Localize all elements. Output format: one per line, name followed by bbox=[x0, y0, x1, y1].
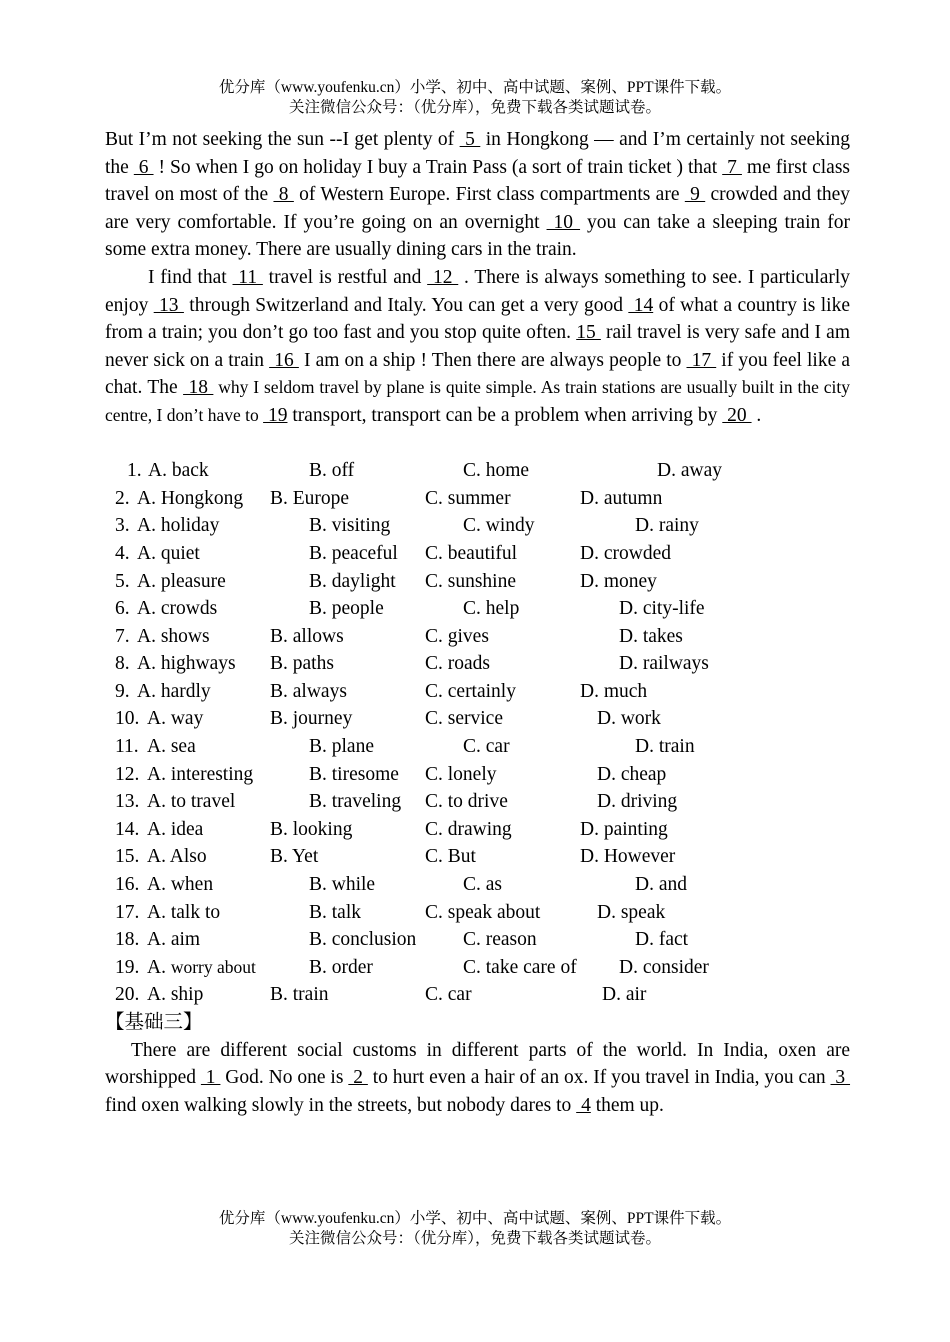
question-row bbox=[105, 926, 850, 954]
option-c: C. to drive bbox=[425, 791, 508, 813]
header-line-2: 关注微信公众号：（优分库），免费下载各类试题试卷。 bbox=[288, 99, 661, 116]
option-b: B. daylight bbox=[309, 570, 396, 592]
question-row bbox=[105, 761, 850, 789]
question-row bbox=[105, 540, 850, 568]
question-number: 13. bbox=[115, 791, 140, 813]
question-row bbox=[105, 457, 850, 485]
passage-paragraph-1 bbox=[105, 126, 850, 264]
option-c: C. windy bbox=[463, 515, 535, 537]
section3-paragraph bbox=[105, 1037, 850, 1120]
blank-11: 11 bbox=[232, 266, 263, 288]
text-run: But I’m not seeking the sun --I get plenty of bbox=[105, 129, 460, 150]
question-number: 4. bbox=[115, 542, 130, 564]
blank-5: 5 bbox=[459, 129, 481, 150]
option-a: A. idea bbox=[147, 818, 204, 840]
option-d: D. away bbox=[657, 460, 722, 482]
option-d: D. air bbox=[602, 984, 647, 1006]
text-run: of what a country is like from a train; you don’t go too fast and you stop quite often. bbox=[105, 294, 851, 344]
option-b: B. paths bbox=[270, 653, 334, 675]
question-number: 9. bbox=[115, 680, 130, 702]
option-a: A. aim bbox=[147, 929, 201, 951]
question-row bbox=[105, 816, 850, 844]
option-d: D. painting bbox=[580, 818, 668, 840]
text-run: . bbox=[751, 404, 762, 426]
text-run: in Hongkong — and I’m certainly not seeking the bbox=[105, 129, 850, 178]
spacer bbox=[105, 430, 850, 458]
option-c: C. speak about bbox=[425, 901, 541, 923]
option-c: C. car bbox=[463, 736, 510, 758]
text-run: I am on a ship ! Then there are always people to bbox=[298, 349, 687, 371]
question-list bbox=[105, 457, 850, 1009]
option-c: C. roads bbox=[425, 653, 490, 675]
option-a: A. Hongkong bbox=[137, 487, 244, 509]
option-c: C. take care of bbox=[463, 956, 577, 978]
question-row bbox=[105, 981, 850, 1009]
text-run: I find that bbox=[148, 266, 233, 288]
question-number: 1. bbox=[127, 460, 142, 482]
question-row bbox=[105, 568, 850, 596]
option-c: C. help bbox=[463, 598, 520, 620]
text-run: . There is always something to see. I particularly enjoy bbox=[105, 266, 851, 316]
question-number: 7. bbox=[115, 625, 130, 647]
option-a: A. when bbox=[147, 874, 214, 896]
option-a: A. to travel bbox=[147, 791, 236, 813]
option-a: A. highways bbox=[137, 653, 236, 675]
blank-20: 20 bbox=[722, 404, 752, 426]
text-run: you can take a sleeping train for some extra money. There are usually dining cars in the train. bbox=[105, 211, 850, 261]
question-row bbox=[105, 485, 850, 513]
option-d: D. much bbox=[580, 680, 648, 702]
question-number: 3. bbox=[115, 515, 130, 537]
question-row bbox=[105, 843, 850, 871]
option-d: D. takes bbox=[619, 625, 683, 647]
option-b: B. peaceful bbox=[309, 542, 398, 564]
passage-paragraph-2 bbox=[105, 264, 850, 430]
page-footer bbox=[0, 1209, 950, 1249]
question-number: 10. bbox=[115, 708, 140, 730]
text-run: if you feel like a chat. The bbox=[105, 349, 851, 399]
option-d: D. cheap bbox=[597, 763, 667, 785]
blank-10: 10 bbox=[546, 211, 581, 233]
option-b: B. talk bbox=[309, 901, 361, 923]
question-number: 5. bbox=[115, 570, 130, 592]
blank-18: 18 bbox=[183, 377, 214, 399]
page-header bbox=[0, 78, 950, 118]
option-c: C. drawing bbox=[425, 818, 512, 840]
question-number: 17. bbox=[115, 901, 140, 923]
blank-1: 1 bbox=[200, 1067, 221, 1089]
option-a: A. holiday bbox=[137, 515, 220, 537]
option-b: B. visiting bbox=[309, 515, 391, 537]
option-b: B. order bbox=[309, 956, 373, 978]
footer-line-2: 关注微信公众号：（优分库），免费下载各类试题试卷。 bbox=[288, 1230, 661, 1247]
option-a: A. back bbox=[148, 460, 209, 482]
section-title: 【基础三】 bbox=[105, 1012, 203, 1033]
option-c: C. service bbox=[425, 708, 503, 730]
blank-19: 19 bbox=[263, 404, 288, 426]
blank-9: 9 bbox=[684, 184, 706, 206]
question-number: 20. bbox=[115, 984, 140, 1006]
blank-8: 8 bbox=[273, 184, 294, 206]
question-row bbox=[105, 705, 850, 733]
option-b: B. Europe bbox=[270, 487, 350, 509]
option-c: C. as bbox=[463, 874, 502, 896]
option-a: A. shows bbox=[137, 625, 210, 647]
option-c: C. home bbox=[463, 460, 530, 482]
question-number: 16. bbox=[115, 874, 140, 896]
option-b: B. traveling bbox=[309, 791, 402, 813]
text-run: crowded and they are very comfortable. If you’re going on an overnight bbox=[105, 184, 851, 233]
document-body bbox=[105, 126, 850, 1119]
question-row bbox=[105, 733, 850, 761]
question-number: 19. bbox=[115, 956, 140, 978]
option-c: C. car bbox=[425, 984, 472, 1006]
option-c: C. summer bbox=[425, 487, 511, 509]
blank-2: 2 bbox=[348, 1067, 368, 1089]
option-a: A. way bbox=[147, 708, 204, 730]
text-run: God. No one is bbox=[220, 1067, 349, 1089]
option-a: A. hardly bbox=[137, 680, 211, 702]
option-c: C. lonely bbox=[425, 763, 497, 785]
option-a: A. worry about bbox=[147, 956, 256, 978]
question-row bbox=[105, 788, 850, 816]
option-c: C. beautiful bbox=[425, 542, 518, 564]
option-d: D. and bbox=[635, 874, 687, 896]
option-b: B. always bbox=[270, 680, 347, 702]
blank-6: 6 bbox=[133, 156, 154, 178]
header-line-1: 优分库（www.youfenku.cn）小学、初中、高中试题、案例、PPT课件下载。 bbox=[218, 79, 732, 96]
question-number: 18. bbox=[115, 929, 140, 951]
blank-3: 3 bbox=[830, 1067, 851, 1089]
question-number: 11. bbox=[115, 736, 139, 758]
option-b: B. looking bbox=[270, 818, 353, 840]
option-d: D. However bbox=[580, 846, 676, 868]
option-a: A. Also bbox=[147, 846, 207, 868]
question-number: 14. bbox=[115, 818, 140, 840]
text-run: them up. bbox=[590, 1094, 664, 1116]
question-row bbox=[105, 954, 850, 982]
blank-12: 12 bbox=[427, 266, 459, 288]
text-run: to hurt even a hair of an ox. If you travel in India, you can bbox=[367, 1067, 831, 1089]
text-run: There are different social customs in different parts of the world. In India, oxen are worshipped bbox=[105, 1039, 850, 1089]
option-b: B. while bbox=[309, 874, 376, 896]
option-d: D. crowded bbox=[580, 542, 671, 564]
option-a: A. talk to bbox=[147, 901, 221, 923]
option-c: C. gives bbox=[425, 625, 489, 647]
option-d: D. railways bbox=[619, 653, 709, 675]
blank-13: 13 bbox=[153, 294, 184, 316]
option-b: B. people bbox=[309, 598, 384, 620]
text-run: why I seldom travel by plane is quite simple. As train stations are usually built in the city centre, I don’t have to bbox=[105, 377, 851, 425]
option-c: C. reason bbox=[463, 929, 537, 951]
text-run: travel is restful and bbox=[262, 266, 428, 288]
option-b: B. allows bbox=[270, 625, 344, 647]
question-number: 15. bbox=[115, 846, 140, 868]
option-a: A. crowds bbox=[137, 598, 218, 620]
option-b: B. conclusion bbox=[309, 929, 417, 951]
option-a: A. interesting bbox=[147, 763, 254, 785]
option-d: D. train bbox=[635, 736, 695, 758]
question-row bbox=[105, 678, 850, 706]
option-a: A. pleasure bbox=[137, 570, 226, 592]
option-a: A. ship bbox=[147, 984, 204, 1006]
blank-4: 4 bbox=[576, 1094, 591, 1116]
question-row bbox=[105, 512, 850, 540]
option-b: B. Yet bbox=[270, 846, 319, 868]
option-d: D. city-life bbox=[619, 598, 705, 620]
blank-7: 7 bbox=[722, 156, 742, 178]
text-run: through Switzerland and Italy. You can get a very good bbox=[183, 294, 629, 316]
option-d: D. money bbox=[580, 570, 657, 592]
question-number: 8. bbox=[115, 653, 130, 675]
question-row bbox=[105, 899, 850, 927]
question-row bbox=[105, 595, 850, 623]
question-row bbox=[105, 871, 850, 899]
question-number: 2. bbox=[115, 487, 130, 509]
blank-17: 17 bbox=[686, 349, 717, 371]
blank-15: 15 bbox=[576, 322, 601, 344]
option-a: A. quiet bbox=[137, 542, 200, 564]
option-c: C. sunshine bbox=[425, 570, 517, 592]
option-d: D. autumn bbox=[580, 487, 663, 509]
question-row bbox=[105, 650, 850, 678]
option-b: B. journey bbox=[270, 708, 353, 730]
text-run: transport, transport can be a problem when arriving by bbox=[287, 404, 723, 426]
text-run: ! So when I go on holiday I buy a Train Pass (a sort of train ticket ) that bbox=[153, 156, 723, 178]
text-run: rail travel is very safe and I am never sick on a train bbox=[105, 322, 850, 371]
question-number: 12. bbox=[115, 763, 140, 785]
option-c: C. certainly bbox=[425, 680, 516, 702]
option-a: A. sea bbox=[147, 736, 196, 758]
option-b: B. off bbox=[309, 460, 355, 482]
question-row bbox=[105, 623, 850, 651]
option-b: B. tiresome bbox=[309, 763, 399, 785]
option-d: D. rainy bbox=[635, 515, 699, 537]
text-run: find oxen walking slowly in the streets, but nobody dares to bbox=[105, 1094, 577, 1116]
blank-16: 16 bbox=[269, 349, 299, 371]
option-d: D. driving bbox=[597, 791, 678, 813]
question-number: 6. bbox=[115, 598, 130, 620]
option-c: C. But bbox=[425, 846, 476, 868]
option-d: D. speak bbox=[597, 901, 666, 923]
option-b: B. plane bbox=[309, 736, 374, 758]
text-run: of Western Europe. First class compartments are bbox=[293, 184, 685, 206]
option-d: D. fact bbox=[635, 929, 689, 951]
blank-14: 14 bbox=[628, 294, 654, 316]
footer-line-1: 优分库（www.youfenku.cn）小学、初中、高中试题、案例、PPT课件下载。 bbox=[218, 1210, 732, 1227]
option-d: D. consider bbox=[619, 956, 709, 978]
option-b: B. train bbox=[270, 984, 329, 1006]
text-run: me first class travel on most of the bbox=[105, 156, 851, 206]
option-d: D. work bbox=[597, 708, 661, 730]
